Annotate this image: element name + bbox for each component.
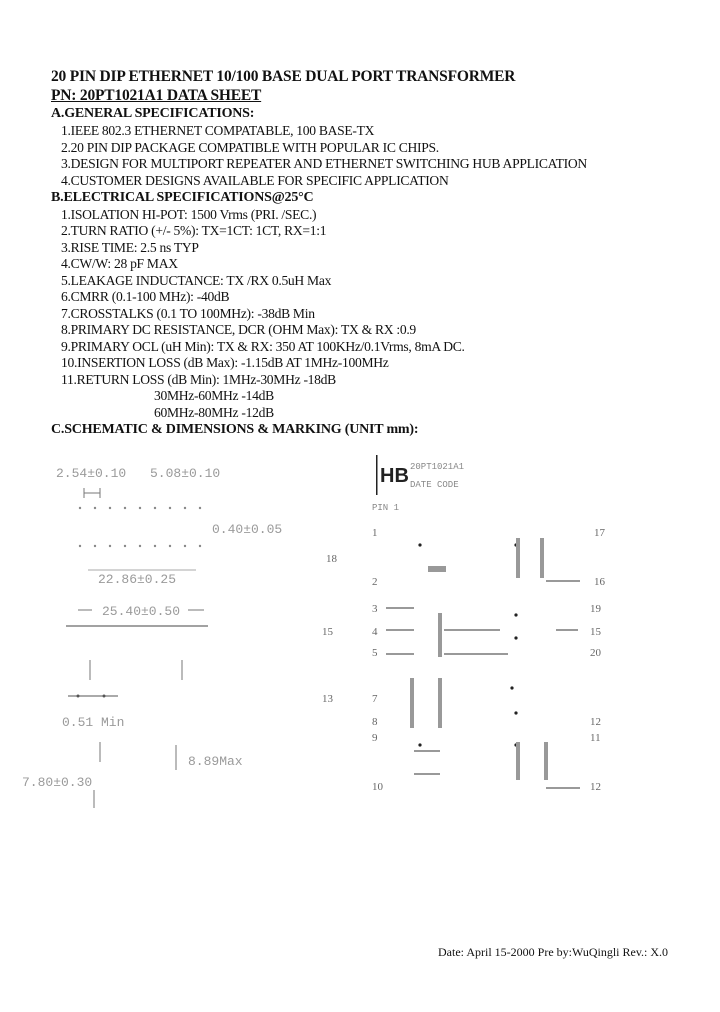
return-loss-continued: 30MHz-60MHz -14dB — [154, 388, 274, 403]
general-spec-item: 4.CUSTOMER DESIGNS AVAILABLE FOR SPECIFIC APPLICATION — [61, 173, 449, 188]
dimension-height: 8.89Max — [188, 754, 243, 769]
pin-number-right: 16 — [594, 576, 605, 588]
pin-number-right: 12 — [590, 716, 601, 728]
electrical-spec-item: 2.TURN RATIO (+/- 5%): TX=1CT: 1CT, RX=1:1 — [61, 223, 327, 238]
dimension-drawing — [22, 466, 282, 808]
general-spec-item: 1.IEEE 802.3 ETHERNET COMPATABLE, 100 BASE-TX — [61, 123, 375, 138]
phase-dots — [418, 543, 517, 746]
pin-number-right: 20 — [590, 647, 601, 659]
pin-number-right: 19 — [590, 603, 601, 615]
schematic-side-label: 13 — [322, 693, 333, 705]
section-heading-schematic: C.SCHEMATIC & DIMENSIONS & MARKING (UNIT mm): — [51, 422, 419, 437]
pin-number-left: 10 — [372, 781, 383, 793]
electrical-spec-item: 6.CMRR (0.1-100 MHz): -40dB — [61, 289, 230, 304]
schematic-drawing — [0, 440, 720, 810]
pin-number-right: 15 — [590, 626, 601, 638]
dimension-pin-diameter: 0.40±0.05 — [212, 522, 283, 537]
marking-part-number: 20PT1021A1 — [410, 462, 465, 472]
electrical-spec-item: 4.CW/W: 28 pF MAX — [61, 256, 178, 271]
marking-date-code: DATE CODE — [410, 480, 459, 490]
pin-number-left: 7 — [372, 693, 378, 705]
pin-number-left: 2 — [372, 576, 378, 588]
pin-number-left: 9 — [372, 732, 378, 744]
section-heading-general: A.GENERAL SPECIFICATIONS: — [51, 106, 255, 121]
dimension-pitch: 2.54±0.10 — [56, 466, 127, 481]
electrical-spec-item: 3.RISE TIME: 2.5 ns TYP — [61, 240, 199, 255]
footer-revision: Date: April 15-2000 Pre by:WuQingli Rev.: X.0 — [438, 945, 669, 959]
schematic-side-label: 18 — [326, 553, 337, 565]
electrical-spec-item: 9.PRIMARY OCL (uH Min): TX & RX: 350 AT 100KHz/0.1Vrms, 8mA DC. — [61, 339, 465, 354]
pin-number-left: 5 — [372, 647, 378, 659]
pin-number-right: 11 — [590, 732, 601, 744]
electrical-spec-item: 1.ISOLATION HI-POT: 1500 Vrms (PRI. /SEC.) — [61, 207, 317, 222]
winding-marks — [410, 538, 548, 780]
document-subtitle: PN: 20PT1021A1 DATA SHEET — [51, 87, 262, 104]
dimension-body-length: 25.40±0.50 — [102, 604, 181, 619]
pin-number-left: 8 — [372, 716, 378, 728]
general-spec-item: 2.20 PIN DIP PACKAGE COMPATIBLE WITH POPULAR IC CHIPS. — [61, 140, 439, 155]
marking-pin1: PIN 1 — [372, 503, 400, 513]
return-loss-continued: 60MHz-80MHz -12dB — [154, 405, 274, 420]
dimension-standoff: 0.51 Min — [62, 715, 125, 730]
dimension-pin-span: 22.86±0.25 — [98, 572, 177, 587]
electrical-spec-item: 5.LEAKAGE INDUCTANCE: TX /RX 0.5uH Max — [61, 273, 332, 288]
electrical-spec-item: 10.INSERTION LOSS (dB Max): -1.15dB AT 1MHz-100MHz — [61, 355, 389, 370]
dimension-width: 7.80±0.30 — [22, 775, 93, 790]
pin-number-right: 17 — [594, 527, 605, 539]
electrical-spec-item: 11.RETURN LOSS (dB Min): 1MHz-30MHz -18dB — [61, 372, 336, 387]
pin-number-left: 1 — [372, 527, 378, 539]
schematic-side-label: 15 — [322, 626, 333, 638]
transformer-wiring — [386, 581, 580, 788]
marking-block — [372, 455, 464, 513]
pin-number-left: 4 — [372, 626, 378, 638]
pin-number-right: 12 — [590, 781, 601, 793]
pin-number-left: 3 — [372, 603, 378, 615]
dimension-row-spacing: 5.08±0.10 — [150, 466, 221, 481]
electrical-spec-item: 7.CROSSTALKS (0.1 TO 100MHz): -38dB Min — [61, 306, 315, 321]
brand-logo: HB — [380, 465, 409, 487]
electrical-spec-item: 8.PRIMARY DC RESISTANCE, DCR (OHM Max): TX & RX :0.9 — [61, 322, 416, 337]
section-heading-electrical: B.ELECTRICAL SPECIFICATIONS@25°C — [51, 190, 314, 205]
general-spec-item: 3.DESIGN FOR MULTIPORT REPEATER AND ETHERNET SWITCHING HUB APPLICATION — [61, 156, 587, 171]
document-title: 20 PIN DIP ETHERNET 10/100 BASE DUAL PORT TRANSFORMER — [51, 68, 516, 85]
